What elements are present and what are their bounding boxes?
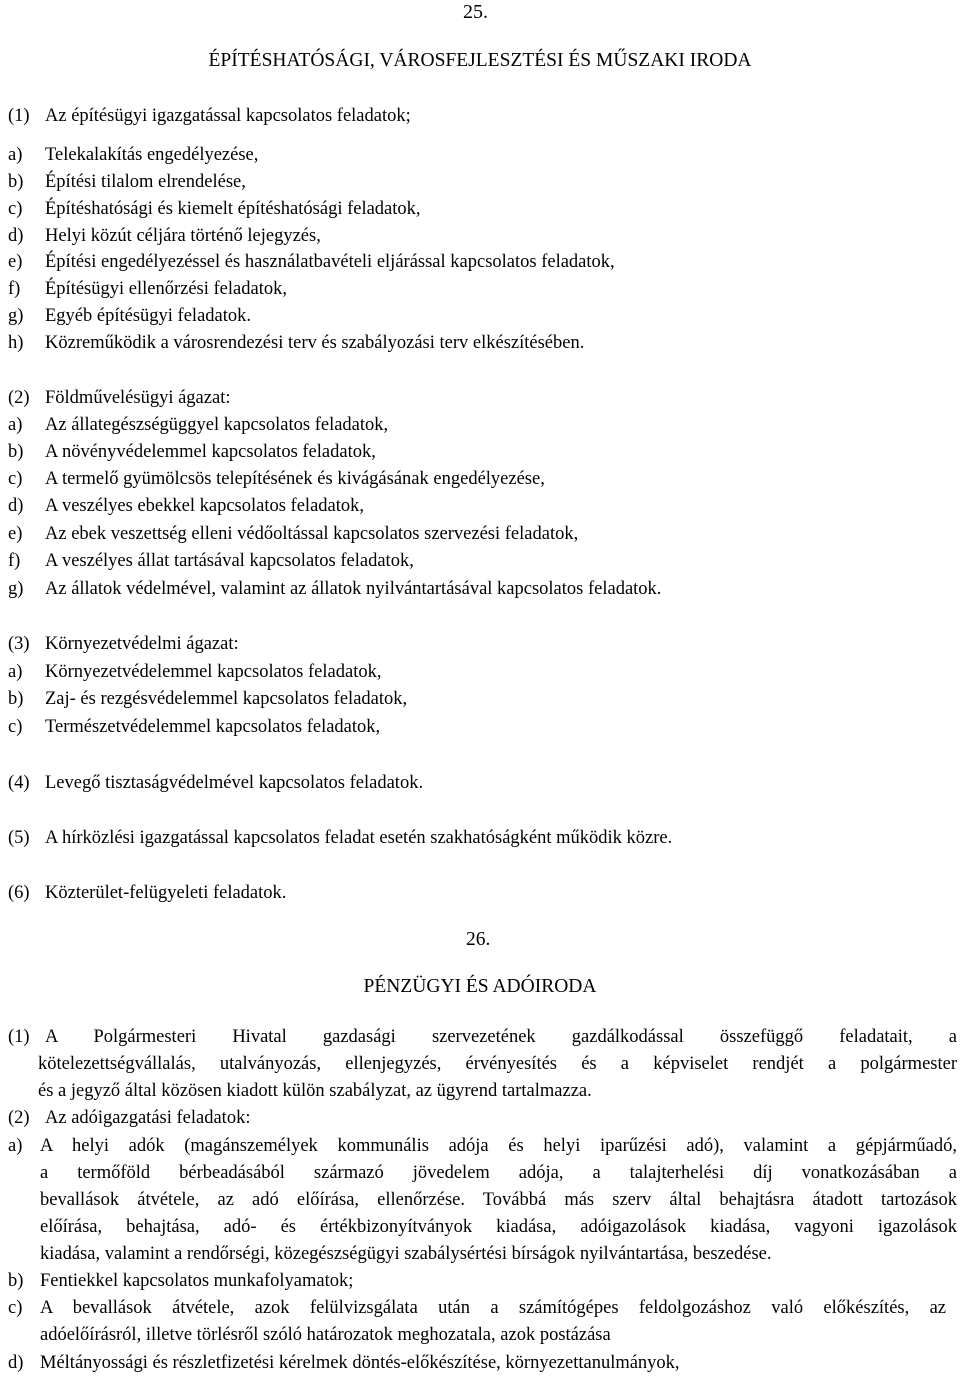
list-label: d): [8, 1353, 24, 1373]
list-line: előírása, behajtása, adó- és értékbizonyítványok kiadása, adóigazolások kiadása, vagyoni igazolások: [40, 1217, 957, 1237]
list-text: A növényvédelemmel kapcsolatos feladatok,: [45, 442, 376, 462]
list-label: c): [8, 717, 23, 737]
paragraph-number: (2): [8, 388, 30, 408]
paragraph-number: (4): [8, 773, 30, 793]
list-line: bevallások átvétele, az adó előírása, ellenőrzése. Továbbá más szerv által behajtásra átadott tartozások: [40, 1190, 957, 1210]
list-label: g): [8, 306, 24, 326]
list-text: Helyi közút céljára történő lejegyzés,: [45, 226, 321, 246]
list-label: f): [8, 551, 21, 571]
paragraph-line: A Polgármesteri Hivatal gazdasági szervezetének gazdálkodással összefüggő feladatait, a: [45, 1027, 957, 1047]
paragraph-text: Földművelésügyi ágazat:: [45, 388, 231, 408]
list-text: Az állategészségüggyel kapcsolatos feladatok,: [45, 415, 389, 435]
paragraph-number: (6): [8, 883, 30, 903]
paragraph-text: Levegő tisztaságvédelmével kapcsolatos feladatok.: [45, 773, 424, 793]
list-line: a termőföld bérbeadásából származó jövedelem adója, a talajterhelési díj vonatkozásában a: [40, 1163, 957, 1183]
list-text: Egyéb építésügyi feladatok.: [45, 306, 252, 326]
list-text: Építésügyi ellenőrzési feladatok,: [45, 279, 287, 299]
list-text: Környezetvédelemmel kapcsolatos feladatok,: [45, 662, 382, 682]
list-label: a): [8, 662, 23, 682]
list-text: A termelő gyümölcsös telepítésének és kivágásának engedélyezése,: [45, 469, 545, 489]
list-label: g): [8, 579, 24, 599]
list-label: h): [8, 333, 24, 353]
list-label: a): [8, 415, 23, 435]
list-line: Fentiekkel kapcsolatos munkafolyamatok;: [40, 1271, 354, 1291]
paragraph-line: és a jegyző által közösen kiadott külön szabályzat, az ügyrend tartalmazza.: [38, 1081, 592, 1101]
paragraph-text: Az építésügyi igazgatással kapcsolatos feladatok;: [45, 106, 411, 126]
paragraph-text: Közterület-felügyeleti feladatok.: [45, 883, 287, 903]
paragraph-number: (5): [8, 828, 30, 848]
list-text: Építési tilalom elrendelése,: [45, 172, 246, 192]
list-label: a): [8, 1136, 23, 1156]
list-label: f): [8, 279, 21, 299]
paragraph-text: Az adóigazgatási feladatok:: [45, 1108, 251, 1128]
section-number: 26.: [466, 929, 491, 950]
paragraph-number: (2): [8, 1108, 30, 1128]
list-label: b): [8, 442, 24, 462]
paragraph-number: (3): [8, 634, 30, 654]
list-line: A helyi adók (magánszemélyek kommunális adója és helyi iparűzési adó), valamint a gépjárműadó,: [40, 1136, 957, 1156]
list-text: Telekalakítás engedélyezése,: [45, 145, 259, 165]
list-label: d): [8, 496, 24, 516]
section-title: ÉPÍTÉSHATÓSÁGI, VÁROSFEJLESZTÉSI ÉS MŰSZAKI IRODA: [208, 50, 752, 71]
list-text: Természetvédelemmel kapcsolatos feladatok,: [45, 717, 381, 737]
list-text: Az ebek veszettség elleni védőoltással kapcsolatos szervezési feladatok,: [45, 524, 579, 544]
list-line: A bevallások átvétele, azok felülvizsgálata után a számítógépes feldolgozáshoz való előkészítés, az: [40, 1298, 946, 1318]
paragraph-text: A hírközlési igazgatással kapcsolatos feladat esetén szakhatóságként működik közre.: [45, 828, 673, 848]
list-label: d): [8, 226, 24, 246]
list-label: c): [8, 199, 23, 219]
list-text: Közreműködik a városrendezési terv és szabályozási terv elkészítésében.: [45, 333, 585, 353]
list-line: adóelőírásról, illetve törlésről szóló határozatok meghozatala, azok postázása: [40, 1325, 611, 1345]
list-line: Méltányossági és részletfizetési kérelmek döntés-előkészítése, környezettanulmányok,: [40, 1353, 680, 1373]
paragraph-number: (1): [8, 1027, 30, 1047]
paragraph-number: (1): [8, 106, 30, 126]
list-text: A veszélyes állat tartásával kapcsolatos feladatok,: [45, 551, 414, 571]
list-text: A veszélyes ebekkel kapcsolatos feladatok,: [45, 496, 365, 516]
list-text: Az állatok védelmével, valamint az állatok nyilvántartásával kapcsolatos feladatok.: [45, 579, 662, 599]
list-label: e): [8, 524, 23, 544]
list-label: b): [8, 1271, 24, 1291]
paragraph-line: kötelezettségvállalás, utalványozás, ellenjegyzés, érvényesítés és a képviselet rendjét a polgármester: [38, 1054, 957, 1074]
section-number: 25.: [463, 1, 488, 23]
list-line: kiadása, valamint a rendőrségi, közegészségügyi szabálysértési bírságok nyilvántartása, beszedése.: [40, 1244, 772, 1264]
list-text: Építéshatósági és kiemelt építéshatósági feladatok,: [45, 199, 421, 219]
list-text: Építési engedélyezéssel és használatbavételi eljárással kapcsolatos feladatok,: [45, 252, 615, 272]
list-text: Zaj- és rezgésvédelemmel kapcsolatos feladatok,: [45, 689, 408, 709]
section-title: PÉNZÜGYI ÉS ADÓIRODA: [363, 976, 597, 997]
list-label: b): [8, 172, 24, 192]
list-label: a): [8, 145, 23, 165]
list-label: e): [8, 252, 23, 272]
paragraph-text: Környezetvédelmi ágazat:: [45, 634, 239, 654]
list-label: b): [8, 689, 24, 709]
list-label: c): [8, 1298, 23, 1318]
list-label: c): [8, 469, 23, 489]
